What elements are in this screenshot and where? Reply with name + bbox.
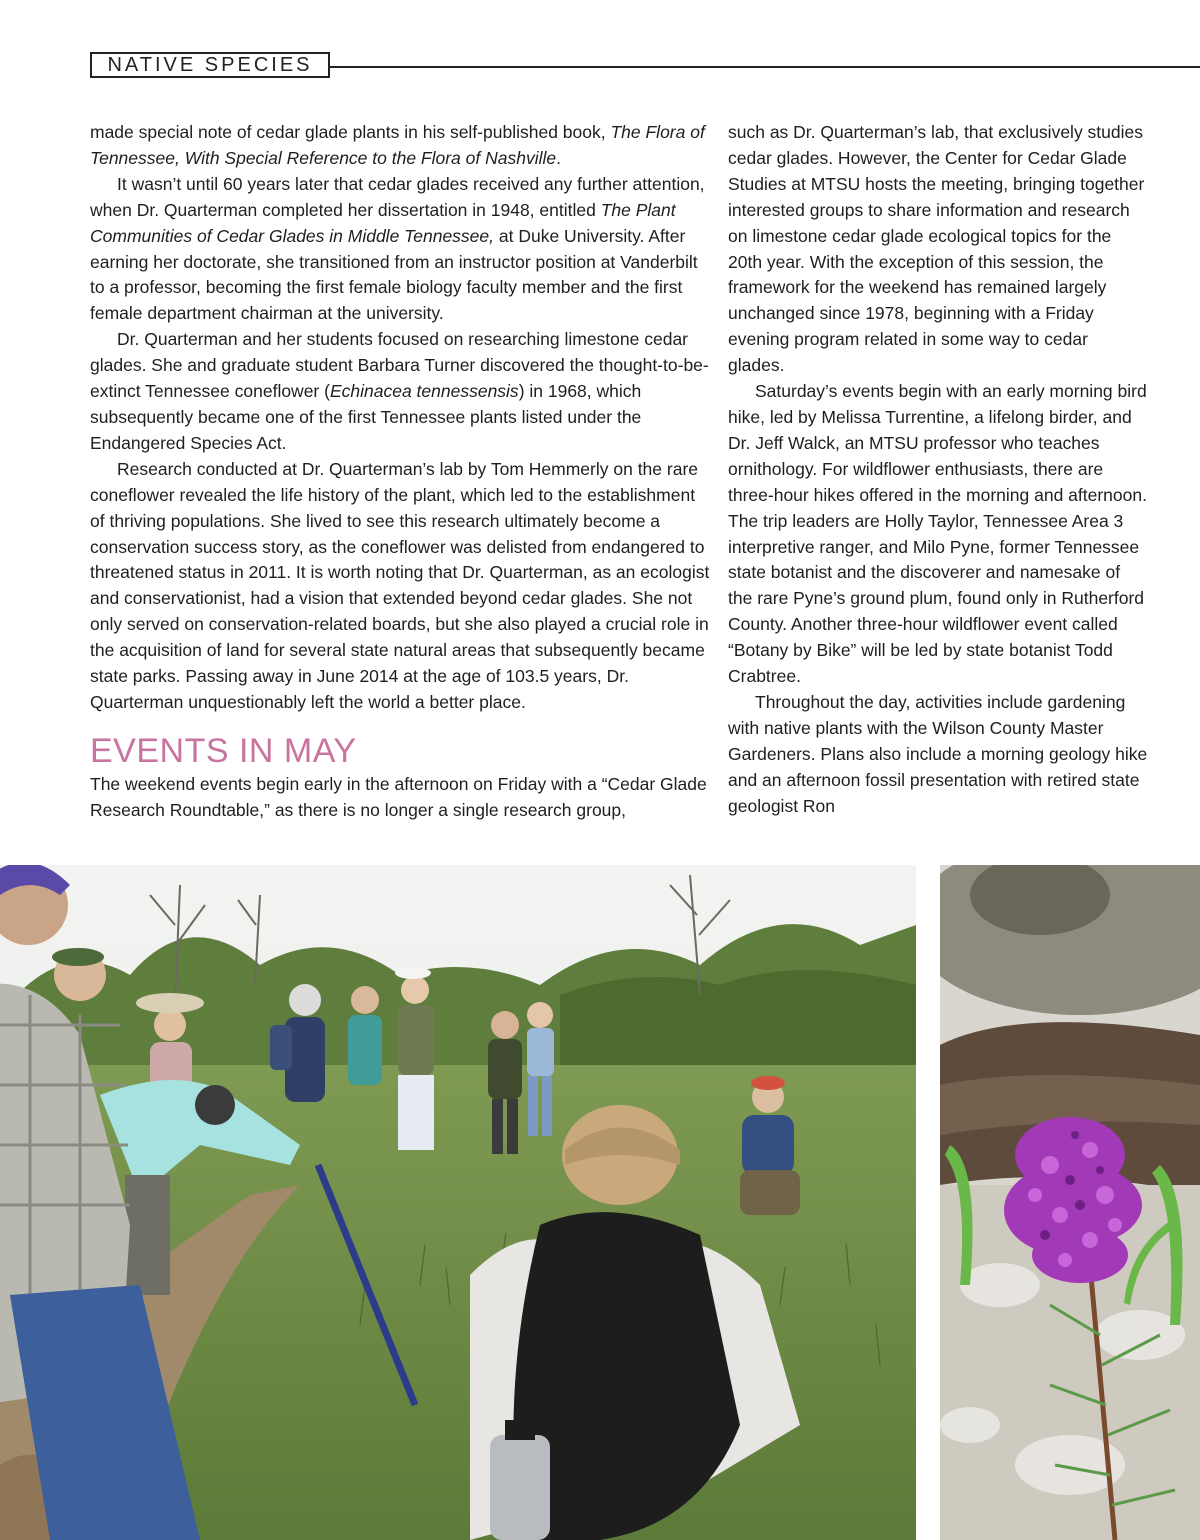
section-heading-events: EVENTS IN MAY: [90, 731, 357, 770]
paragraph: Dr. Quarterman and her students focused on researching limestone cedar glades. She and graduate student Barbara Turner discovered the thought-to-be-extinct Tennessee coneflower (Echinacea tennessensis) in 1968, which subsequently became one of the first Tennessee plants listed under the Endangered Species Act.: [90, 329, 709, 453]
article-column-right: [728, 120, 1148, 819]
paragraph: Saturday’s events begin with an early morning bird hike, led by Melissa Turrentine, a lifelong birder, and Dr. Jeff Walck, an MTSU professor who teaches ornithology. For wildflower enthusiasts, there are three-hour hikes offered in the morning and afternoon. The trip leaders are Holly Taylor, Tennessee Area 3 interpretive ranger, and Milo Pyne, former Tennessee state botanist and the discoverer and namesake of the rare Pyne’s ground plum, found only in Rutherford County. Another three-hour wildflower event called “Botany by Bike” will be led by state botanist Todd Crabtree.: [728, 381, 1147, 687]
photo-purple-flower: [940, 865, 1200, 1540]
section-label: NATIVE SPECIES: [90, 52, 330, 78]
paragraph: made special note of cedar glade plants in his self-published book, The Flora of Tennessee, With Special Reference to the Flora of Nashville.: [90, 122, 705, 168]
paragraph: Research conducted at Dr. Quarterman’s lab by Tom Hemmerly on the rare coneflower revealed the life history of the plant, which led to the establishment of thriving populations. She lived to see this research ultimately become a conservation success story, as the coneflower was delisted from endangered to threatened status in 2011. It is worth noting that Dr. Quarterman, as an ecologist and conservationist, had a vision that extended beyond cedar glades. She not only served on conservation-related boards, but she also played a crucial role in the acquisition of land for several state natural areas that subsequently became state parks. Passing away in June 2014 at the age of 103.5 years, Dr. Quarterman unquestionably left the world a better place.: [90, 458, 710, 712]
article-column-left: [90, 120, 710, 824]
paragraph: such as Dr. Quarterman’s lab, that exclusively studies cedar glades. However, the Center for Cedar Glade Studies at MTSU hosts the meeting, bringing together interested groups to share information and research on limestone cedar glade ecological topics for the 20th year. With the exception of this session, the framework for the weekend has remained largely unchanged since 1978, beginning with a Friday evening program related in some way to cedar glades.: [728, 122, 1145, 376]
paragraph: The weekend events begin early in the afternoon on Friday with a “Cedar Glade Research Roundtable,” as there is no longer a single research group,: [90, 773, 707, 820]
paragraph: It wasn’t until 60 years later that cedar glades received any further attention, when Dr. Quarterman completed her dissertation in 1948, entitled The Plant Communities of Cedar Glades in Middle Tennessee, at Duke University. After earning her doctorate, she transitioned from an instructor position at Vanderbilt to a professor, becoming the first female biology faculty member and the first female department chairman at the university.: [90, 173, 705, 324]
paragraph: Throughout the day, activities include gardening with native plants with the Wilson County Master Gardeners. Plans also include a morning geology hike and an afternoon fossil presentation with retired state geologist Ron: [728, 691, 1148, 816]
photo-group-hike: [0, 865, 916, 1540]
